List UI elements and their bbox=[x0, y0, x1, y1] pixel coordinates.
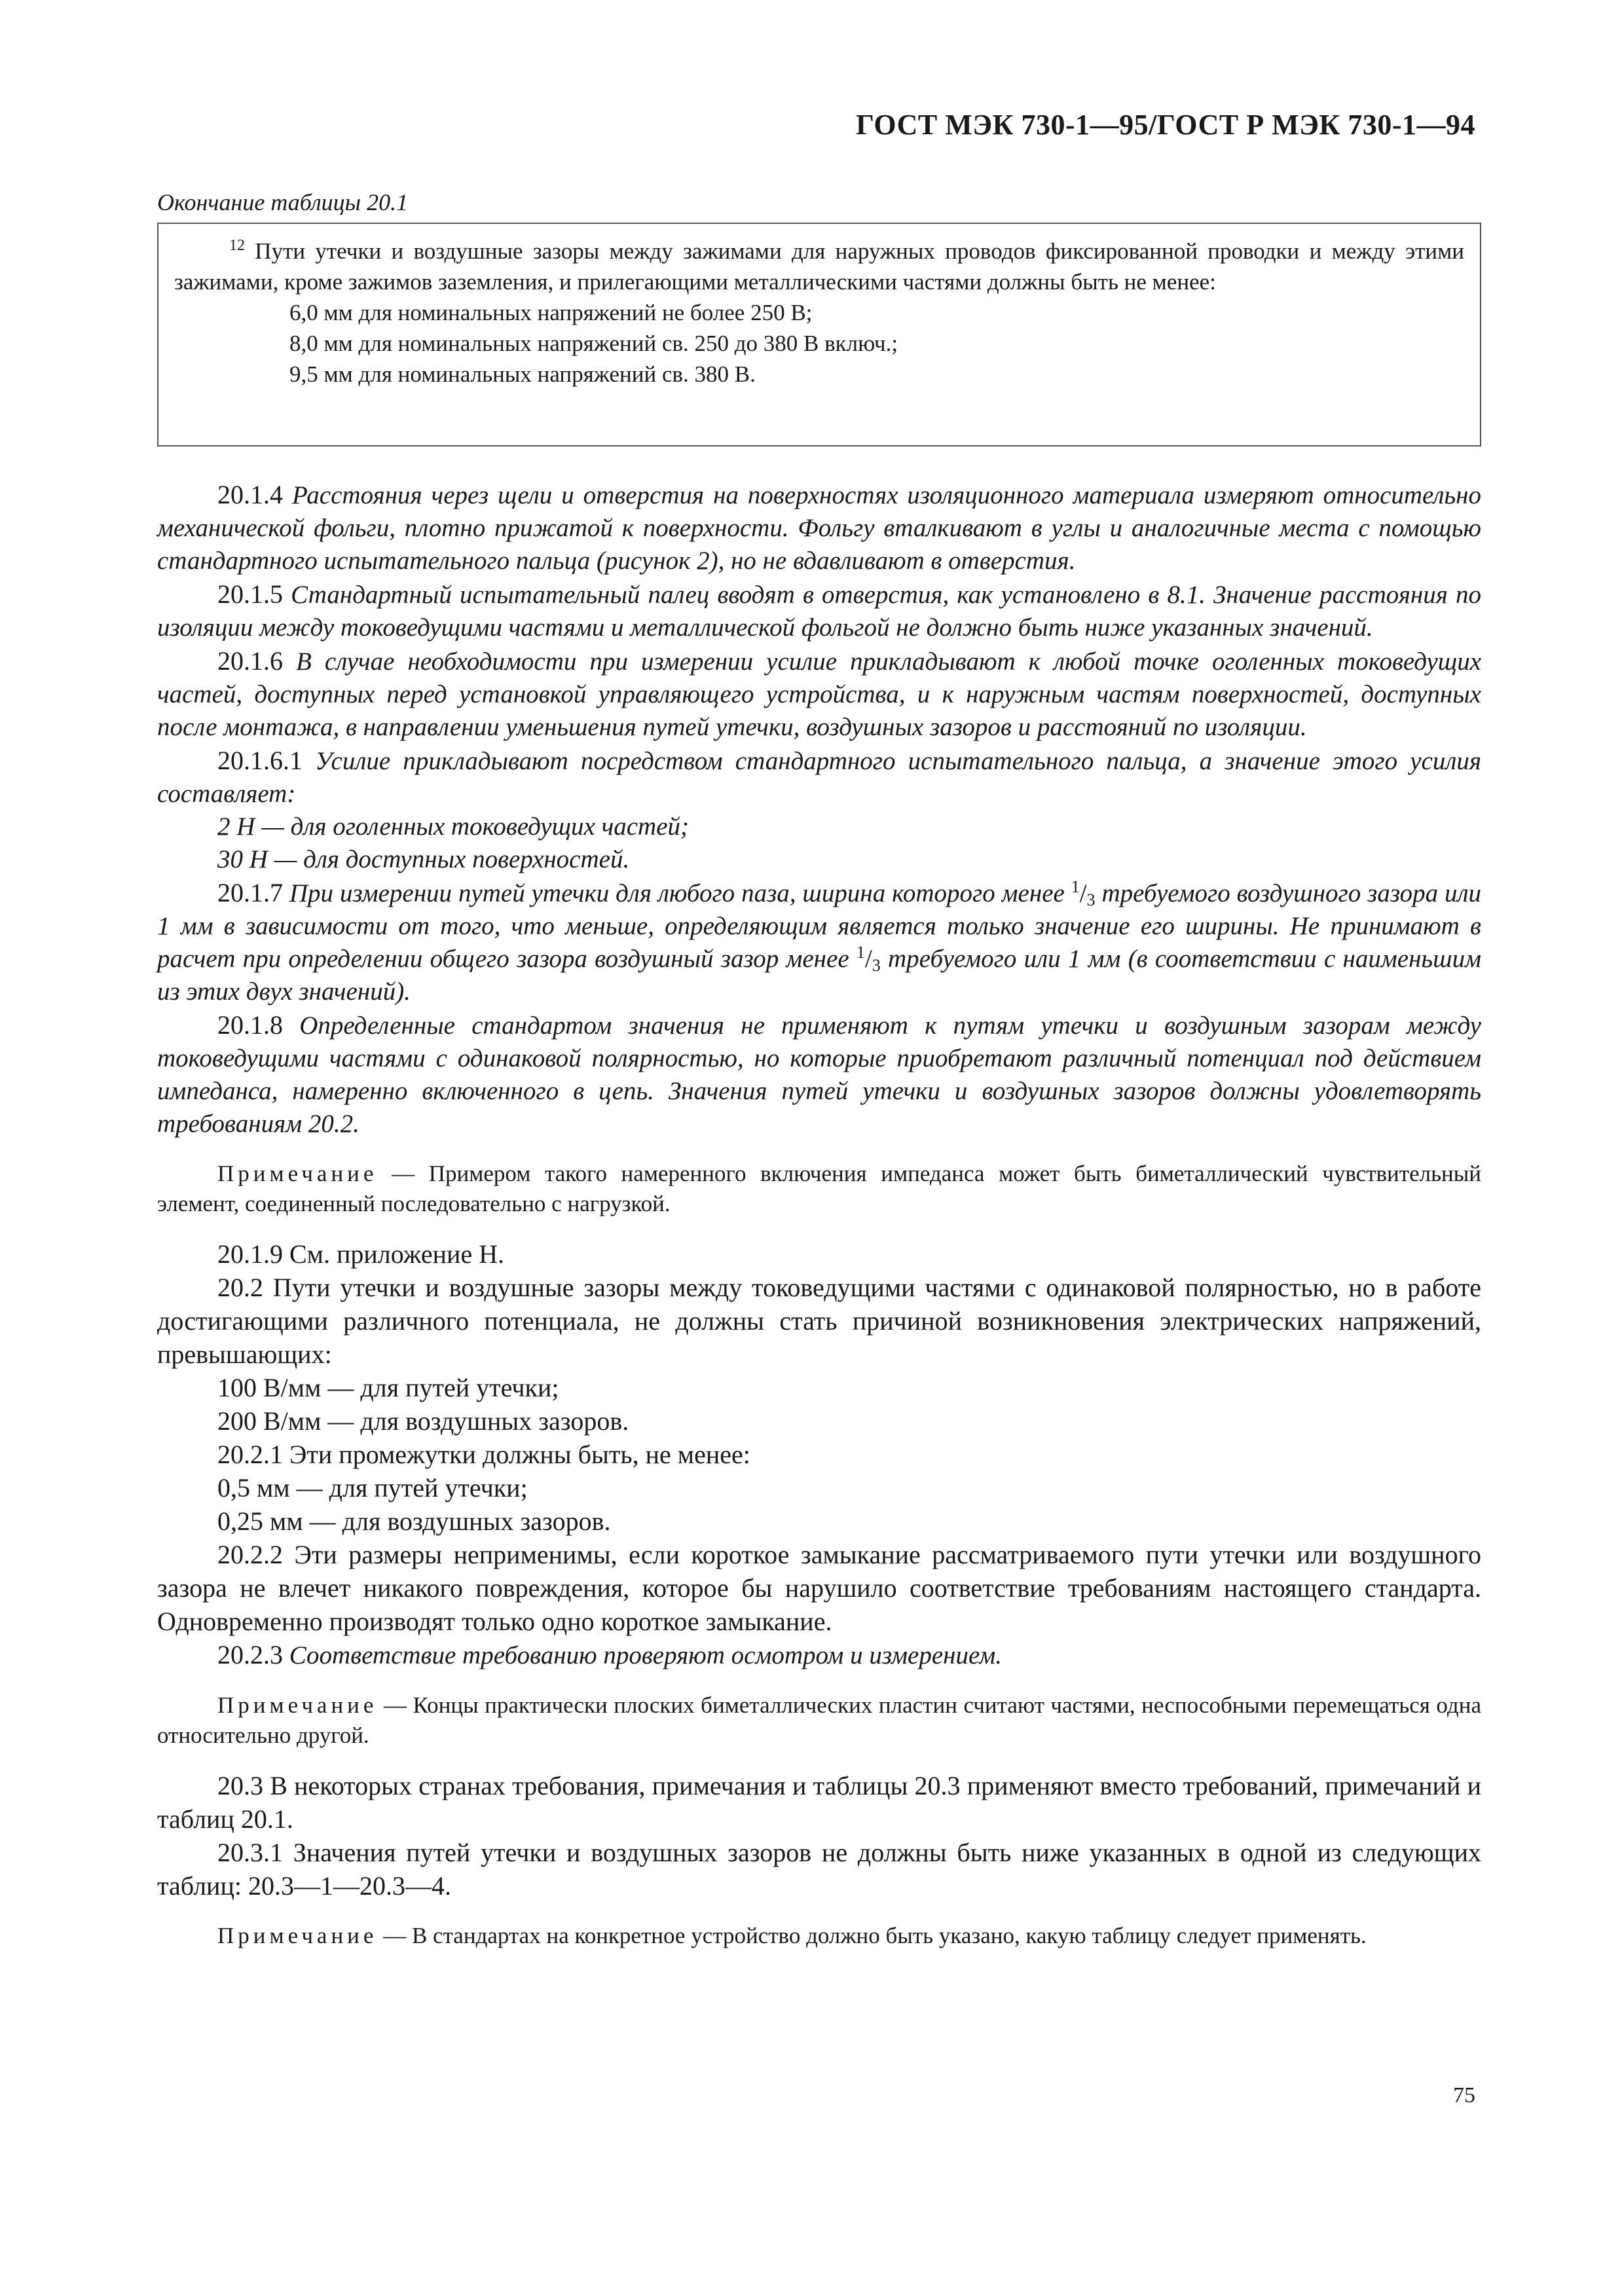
page-number: 75 bbox=[1453, 2083, 1475, 2107]
table-note-line: 6,0 мм для номинальных напряжений не более 250 В; bbox=[289, 300, 813, 325]
clause-item: 0,5 мм — для путей утечки; bbox=[217, 1473, 528, 1503]
note-label: Примечание bbox=[217, 1692, 378, 1718]
table-note-line: 9,5 мм для номинальных напряжений св. 380 В. bbox=[289, 361, 756, 387]
clause-20-2: 20.2 Пути утечки и воздушные зазоры между токоведущими частями с одинаковой полярностью, но в работе достигающими различного потенциала, не должны стать причиной возникновения электрических напряжений, превышающих: bbox=[157, 1273, 1481, 1369]
clause-20-2-3: 20.2.3 Соответствие требованию проверяют осмотром и измерением. bbox=[217, 1640, 1002, 1669]
note-paragraph: Примечание — Примером такого намеренного включения импеданса может быть биметаллический чувствительный элемент, соединенный последовательно с нагрузкой. bbox=[157, 1161, 1482, 1216]
note-paragraph: Примечание — В стандартах на конкретное устройство должно быть указано, какую таблицу следует применять. bbox=[217, 1923, 1367, 1948]
clause-20-1-6-1: 20.1.6.1 Усилие прикладывают посредством стандартного испытательного пальца, а значение этого усилия составляет: bbox=[157, 746, 1481, 808]
table-note-box bbox=[157, 223, 1481, 446]
clause-item: 30 Н — для доступных поверхностей. bbox=[217, 845, 630, 873]
note-paragraph: Примечание — Концы практически плоских биметаллических пластин считают частями, неспособными перемещаться одна относительно другой. bbox=[157, 1692, 1482, 1748]
clause-item: 0,25 мм — для воздушных зазоров. bbox=[217, 1506, 611, 1536]
footnote-number: 12 bbox=[229, 237, 245, 254]
fraction-one-third: $^1/_3$ bbox=[1071, 877, 1096, 909]
page-header: ГОСТ МЭК 730-1—95/ГОСТ Р МЭК 730-1—94 bbox=[855, 109, 1475, 141]
clause-item: 2 Н — для оголенных токоведущих частей; bbox=[217, 812, 689, 841]
clause-item: 200 В/мм — для воздушных зазоров. bbox=[217, 1406, 629, 1436]
clause-20-2-2: 20.2.2 Эти размеры неприменимы, если короткое замыкание рассматриваемого пути утечки или воздушного зазора не влечет никакого повреждения, которое бы нарушило соответствие требованиям настоящего стандарта. Одновременно производят только одно короткое замыкание. bbox=[157, 1540, 1481, 1636]
table-note-paragraph: $^{12}$ Пути утечки и воздушные зазоры между зажимами для наружных проводов фиксированной проводки и между этими зажимами, кроме зажимов заземления, и прилегающими металлическими частями должны быть не менее: bbox=[174, 237, 1464, 295]
note-label: Примечание bbox=[217, 1923, 378, 1948]
clause-20-1-6: 20.1.6 В случае необходимости при измерении усилие прикладывают к любой точке оголенных токоведущих частей, доступных перед установкой управляющего устройства, и к наружным частям поверхностей, доступных после монтажа, в направлении уменьшения путей утечки, воздушных зазоров и расстояний по изоляции. bbox=[157, 646, 1481, 741]
clause-20-1-9: 20.1.9 См. приложение Н. bbox=[217, 1239, 505, 1269]
clause-20-3: 20.3 В некоторых странах требования, примечания и таблицы 20.3 применяют вместо требований, примечаний и таблиц 20.1. bbox=[157, 1771, 1481, 1834]
fraction-one-third: $^1/_3$ bbox=[856, 943, 881, 975]
clause-20-1-8: 20.1.8 Определенные стандартом значения не применяют к путям утечки и воздушным зазорам между токоведущими частями с одинаковой полярностью, но которые приобретают различный потенциал под действием импеданса, намеренно включенного в цепь. Значения путей утечки и воздушных зазоров должны удовлетворять требованиям 20.2. bbox=[157, 1010, 1481, 1138]
clause-20-3-1: 20.3.1 Значения путей утечки и воздушных зазоров не должны быть ниже указанных в одной из следующих таблиц: 20.3—1—20.3—4. bbox=[157, 1838, 1481, 1901]
clause-item: 100 В/мм — для путей утечки; bbox=[217, 1373, 559, 1402]
note-label: Примечание bbox=[217, 1161, 378, 1186]
clause-20-2-1: 20.2.1 Эти промежутки должны быть, не менее: bbox=[217, 1440, 750, 1469]
clause-20-1-5: 20.1.5 Стандартный испытательный палец вводят в отверстия, как установлено в 8.1. Значение расстояния по изоляции между токоведущими частями и металлической фольгой не должно быть ниже указанных значений. bbox=[157, 579, 1481, 642]
table-note-line: 8,0 мм для номинальных напряжений св. 250 до 380 В включ.; bbox=[289, 331, 898, 356]
table-caption: Окончание таблицы 20.1 bbox=[157, 189, 409, 215]
clause-20-1-7: 20.1.7 При измерении путей утечки для любого паза, ширина которого менее $^1/_3$ требуемого воздушного зазора или 1 мм в зависимости от того, что меньше, определяющим является только значение его ширины. Не принимают в расчет при определении общего зазора воздушный зазор менее $^1/_3$ требуемого или 1 мм (в соответствии с наименьшим из этих двух значений). bbox=[157, 877, 1481, 1006]
body-text bbox=[157, 478, 1481, 1951]
clause-20-1-4: 20.1.4 Расстояния через щели и отверстия на поверхностях изоляционного материала измеряют относительно механической фольги, плотно прижатой к поверхности. Фольгу вталкивают в углы и аналогичные места с помощью стандартного испытательного пальца (рисунок 2), но не вдавливают в отверстия. bbox=[157, 480, 1481, 575]
